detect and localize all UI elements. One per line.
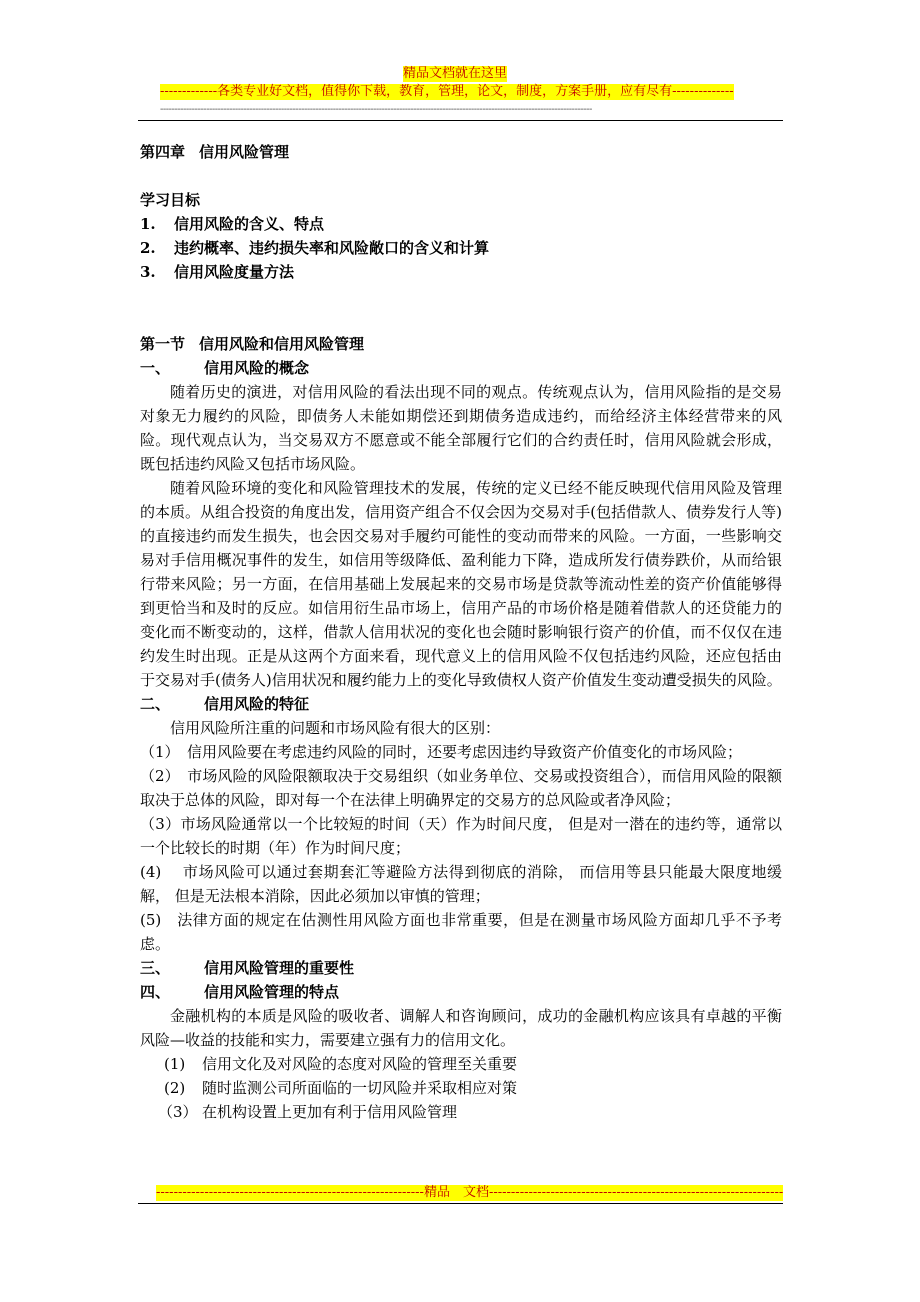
objectives-heading: 学习目标 — [140, 191, 201, 209]
header-dash-line: ------------------------------------------------------------------------------------------------------------------------------------------------------ — [160, 104, 592, 115]
list-item: (1) 信用文化及对风险的态度对风险的管理至关重要 — [164, 1055, 518, 1073]
chapter-heading — [140, 140, 782, 164]
list-item: (2) 随时监测公司所面临的一切风险并采取相应对策 — [164, 1079, 518, 1097]
footer-text: -------------------------------------------------------------精品 文档------------------------------------------------------------------- — [156, 1185, 784, 1200]
list-item: （3）市场风险通常以一个比较短的时间（天）作为时间尺度， 但是对一潜在的违约等，通常以一个比较长的时期（年）作为时间尺度； — [140, 815, 782, 857]
paragraph: 金融机构的本质是风险的吸收者、调解人和咨询顾问，成功的金融机构应该具有卓越的平衡风险—收益的技能和实力，需要建立强有力的信用文化。 — [140, 1007, 782, 1049]
part2-heading: 二、 信用风险的特征 — [140, 695, 310, 713]
paragraph: 随着历史的演进，对信用风险的看法出现不同的观点。传统观点认为，信用风险指的是交易对象无力履约的风险，即债务人未能如期偿还到期债务造成违约，而给经济主体经营带来的风险。现代观点认为，当交易双方不愿意或不能全部履行它们的合约责任时，信用风险就会形成，既包括违约风险又包括市场风险。 — [140, 383, 782, 473]
document-body — [140, 140, 782, 1124]
part3-heading: 三、 信用风险管理的重要性 — [140, 959, 355, 977]
chapter-number: 第四章 — [140, 143, 186, 161]
header-rule — [138, 120, 783, 121]
objective-item: 3. 信用风险度量方法 — [140, 263, 295, 281]
part1-heading: 一、 信用风险的概念 — [140, 359, 310, 377]
objective-item: 1. 信用风险的含义、特点 — [140, 215, 325, 233]
footer-rule — [138, 1203, 783, 1204]
part4-heading: 四、 信用风险管理的特点 — [140, 983, 340, 1001]
list-item: (4) 市场风险可以通过套期套汇等避险方法得到彻底的消除， 而信用等县只能最大限度地缓解， 但是无法根本消除，因此必须加以审慎的管理； — [140, 863, 782, 905]
paragraph: 随着风险环境的变化和风险管理技术的发展，传统的定义已经不能反映现代信用风险及管理的本质。从组合投资的角度出发，信用资产组合不仅会因为交易对手(包括借款人、债券发行人等)的直接违约而发生损失，也会因交易对手履约可能性的变动而带来的风险。一方面，一些影响交易对手信用概况事件的发生，如信用等级降低、盈利能力下降，造成所发行债券跌价，从而给银行带来风险；另一方面，在信用基础上发展起来的交易市场是贷款等流动性差的资产价值能够得到更恰当和及时的反应。如信用衍生品市场上，信用产品的市场价格是随着借款人的还贷能力的变化而不断变动的，这样，借款人信用状况的变化也会随时影响银行资产的价值，而不仅仅在违约发生时出现。正是从这两个方面来看，现代意义上的信用风险不仅包括违约风险，还应包括由于交易对手(债务人)信用状况和履约能力上的变化导致债权人资产价值发生变动遭受损失的风险。 — [140, 479, 782, 689]
list-item: （1） 信用风险要在考虑违约风险的同时，还要考虑因违约导致资产价值变化的市场风险； — [140, 743, 743, 761]
objective-item: 2. 违约概率、违约损失率和风险敞口的含义和计算 — [140, 239, 490, 257]
section-heading: 第一节 信用风险和信用风险管理 — [140, 335, 365, 353]
header-tagline: -------------各类专业好文档，值得你下载，教育，管理，论文，制度，方案手册，应有尽有-------------- — [160, 84, 734, 99]
paragraph: 信用风险所注重的问题和市场风险有很大的区别： — [170, 719, 501, 737]
chapter-title: 信用风险管理 — [199, 143, 290, 161]
header-title: 精品文档就在这里 — [403, 66, 508, 81]
list-item: (5) 法律方面的规定在估测性用风险方面也非常重要，但是在测量市场风险方面却几乎不予考虑。 — [140, 911, 782, 953]
list-item: （3） 在机构设置上更加有利于信用风险管理 — [158, 1103, 458, 1121]
list-item: （2） 市场风险的风险限额取决于交易组织（如业务单位、交易或投资组合），而信用风险的限额取决于总体的风险，即对每一个在法律上明确界定的交易方的总风险或者净风险； — [140, 767, 782, 809]
